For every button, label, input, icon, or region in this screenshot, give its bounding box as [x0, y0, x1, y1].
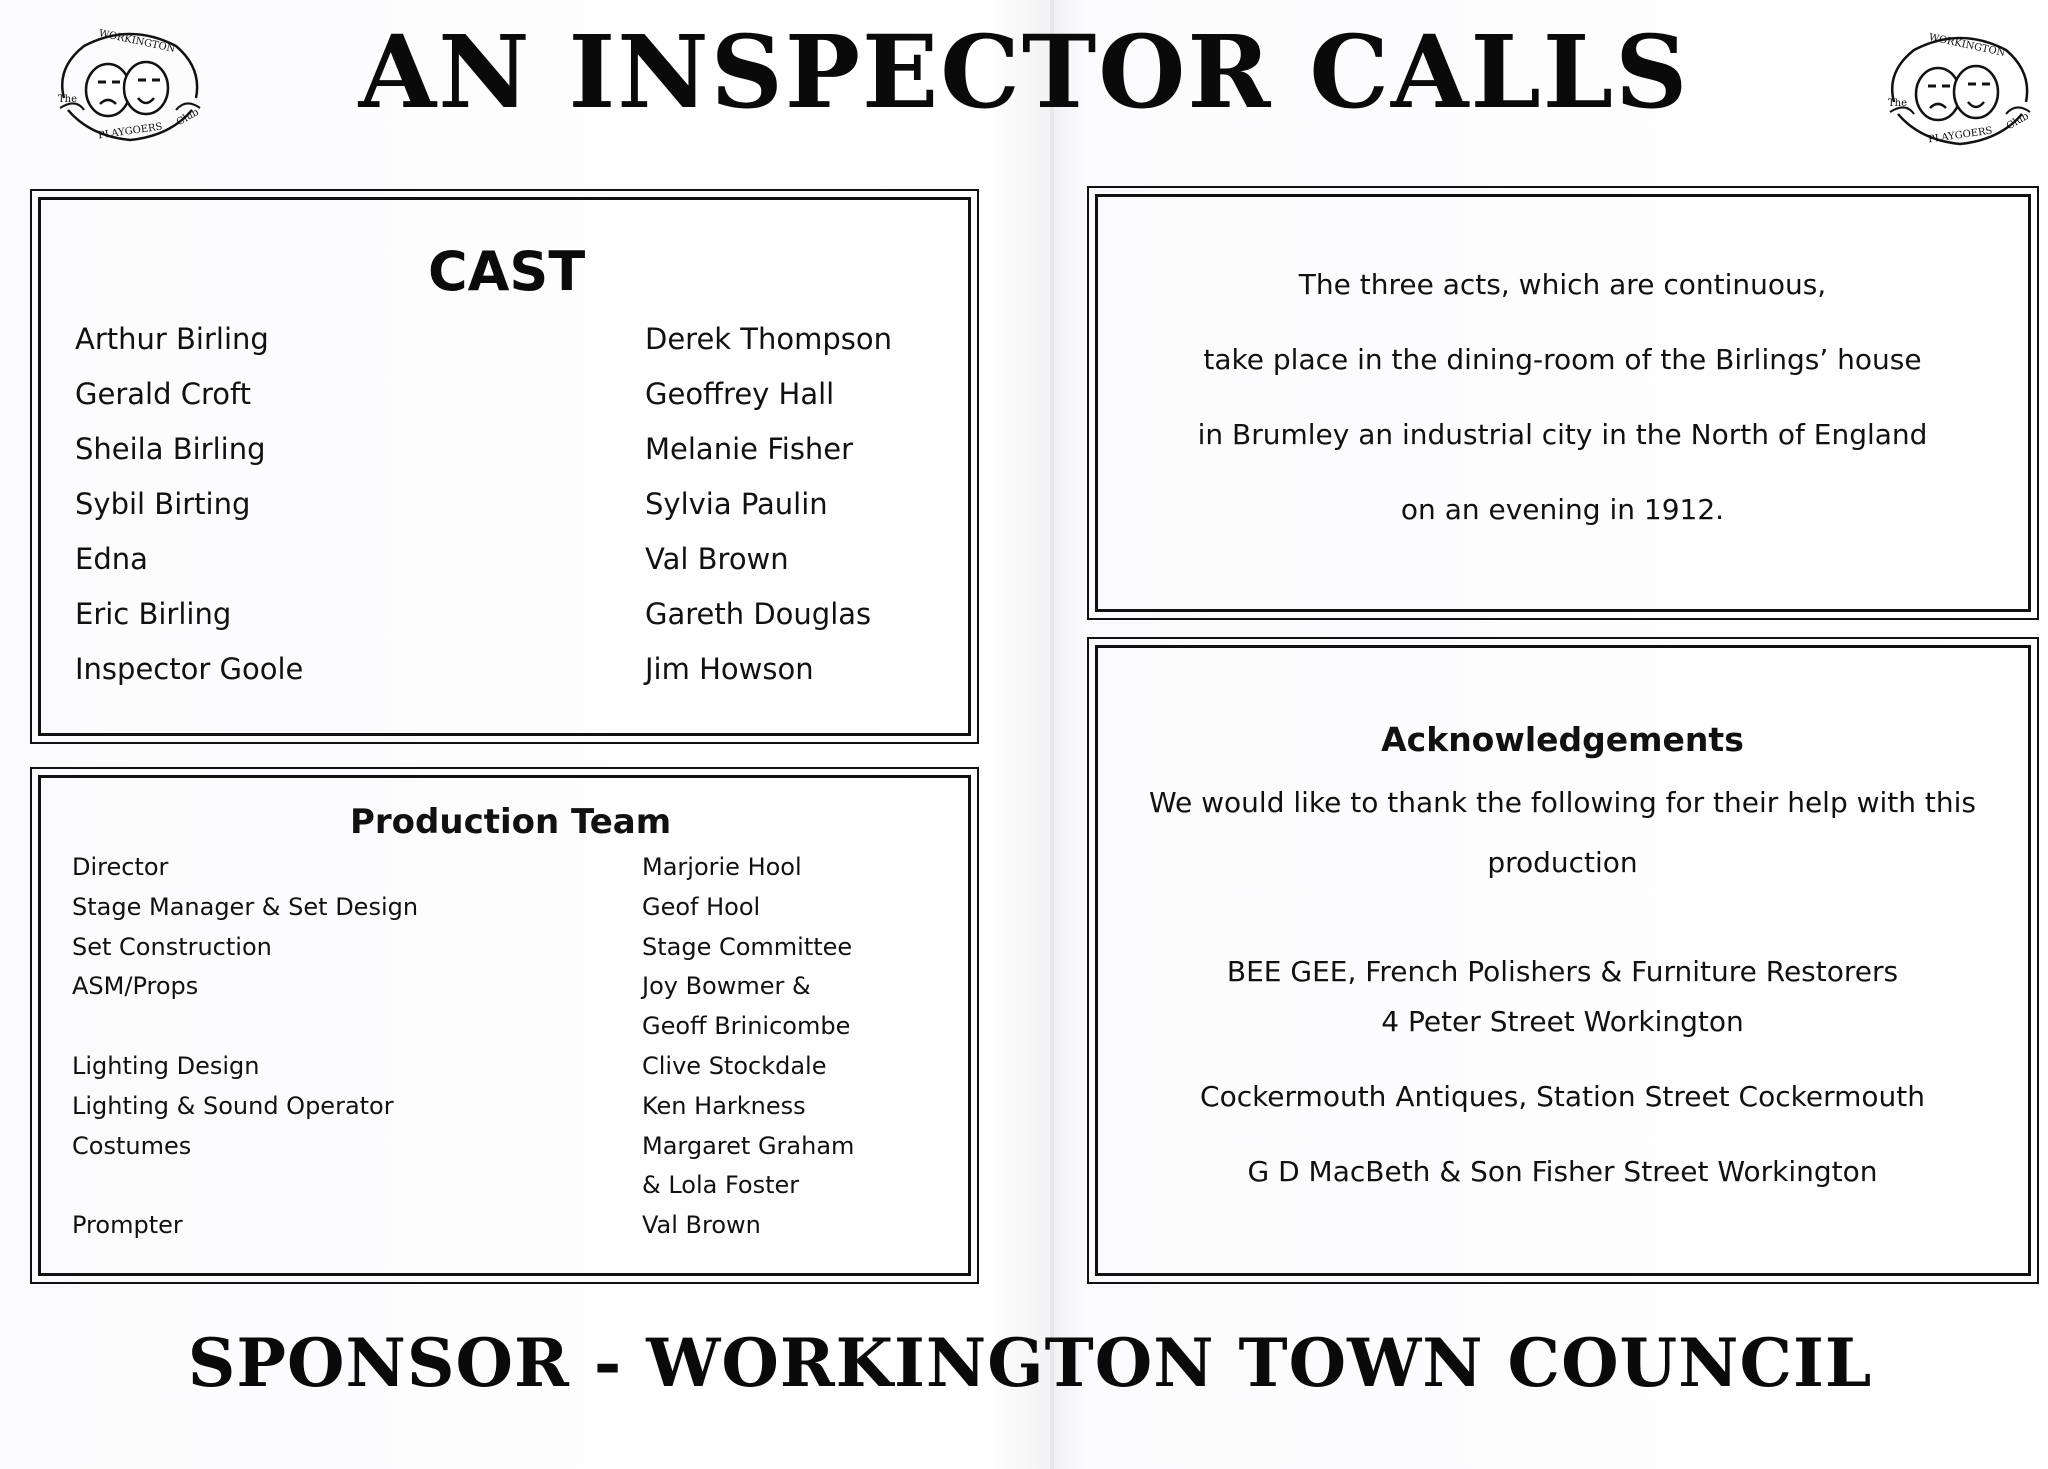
- team-role: [72, 1166, 418, 1206]
- setting-box: [1095, 194, 2031, 612]
- cast-actor: Val Brown: [645, 542, 789, 576]
- team-name: Ken Harkness: [642, 1091, 806, 1120]
- acknowledgements-intro: production: [1487, 846, 1638, 879]
- acknowledgements-intro: We would like to thank the following for their help with this: [1148, 786, 1977, 819]
- cast-actor: Melanie Fisher: [645, 432, 854, 466]
- cast-role: Gerald Croft: [75, 377, 252, 411]
- cast-role: Sheila Birling: [75, 432, 266, 466]
- team-role: Lighting Design: [72, 1051, 260, 1080]
- cast-actor: Geoffrey Hall: [645, 377, 835, 411]
- logo-top-text: WORKINGTON: [1927, 32, 2007, 59]
- cast-role: Inspector Goole: [75, 652, 304, 686]
- team-role: Lighting & Sound Operator: [72, 1091, 394, 1120]
- logo-top-text: WORKINGTON: [97, 28, 177, 55]
- cast-heading: CAST: [428, 240, 586, 303]
- cast-actor: Sylvia Paulin: [645, 487, 828, 521]
- team-name: Geoff Brinicombe: [642, 1012, 851, 1041]
- team-name: Val Brown: [642, 1211, 761, 1240]
- acknowledged-business: Cockermouth Antiques, Station Street Cockermouth: [1200, 1080, 1925, 1113]
- logo-bottom-text: PLAYGOERS: [1927, 125, 1994, 146]
- play-title: AN INSPECTOR CALLS: [358, 13, 1690, 131]
- team-name: Stage Committee: [642, 932, 853, 961]
- team-name: Margaret Graham: [642, 1131, 855, 1160]
- page-fold: [1050, 0, 1054, 1469]
- production-team-heading: Production Team: [350, 802, 672, 842]
- cast-role: Edna: [75, 542, 148, 576]
- sponsor-banner: SPONSOR - WORKINGTON TOWN COUNCIL: [187, 1324, 1873, 1402]
- team-role: Stage Manager & Set Design: [72, 892, 419, 921]
- acknowledged-business: BEE GEE, French Polishers & Furniture Restorers: [1226, 955, 1899, 988]
- logo-left-text: The: [1888, 98, 1908, 109]
- team-role: Prompter: [72, 1211, 183, 1240]
- acknowledged-business-address: 4 Peter Street Workington: [1381, 1005, 1744, 1038]
- logo-left-text: The: [58, 94, 78, 105]
- acknowledged-business: G D MacBeth & Son Fisher Street Workington: [1247, 1155, 1878, 1188]
- logo-right-text: Club: [2004, 110, 2031, 133]
- team-name: & Lola Foster: [642, 1171, 800, 1200]
- cast-role: Eric Birling: [75, 597, 232, 631]
- cast-actor: Gareth Douglas: [645, 597, 872, 631]
- team-name: Clive Stockdale: [642, 1051, 827, 1080]
- cast-actor: Derek Thompson: [645, 322, 893, 356]
- cast-actors-list: [645, 312, 892, 697]
- cast-roles-list: [75, 312, 303, 697]
- cast-actor: Jim Howson: [645, 652, 814, 686]
- team-name: Joy Bowmer &: [642, 972, 811, 1001]
- setting-line: on an evening in 1912.: [1400, 493, 1725, 526]
- cast-role: Arthur Birling: [75, 322, 269, 356]
- logo-right-text: Club: [174, 106, 201, 129]
- logo-bottom-text: PLAYGOERS: [97, 121, 164, 142]
- production-roles-list: [72, 848, 418, 1246]
- team-role: [72, 1007, 418, 1047]
- team-name: Marjorie Hool: [642, 853, 802, 881]
- setting-line: in Brumley an industrial city in the North of England: [1197, 418, 1928, 451]
- team-role: Director: [72, 853, 169, 881]
- acknowledgements-heading: Acknowledgements: [1381, 720, 1744, 759]
- setting-line: take place in the dining-room of the Birlings’ house: [1203, 343, 1922, 376]
- cast-role: Sybil Birting: [75, 487, 251, 521]
- team-role: ASM/Props: [72, 972, 199, 1001]
- team-role: Costumes: [72, 1131, 192, 1160]
- team-name: Geof Hool: [642, 892, 761, 921]
- production-names-list: [642, 848, 854, 1246]
- team-role: Set Construction: [72, 932, 272, 961]
- setting-line: The three acts, which are continuous,: [1298, 268, 1827, 301]
